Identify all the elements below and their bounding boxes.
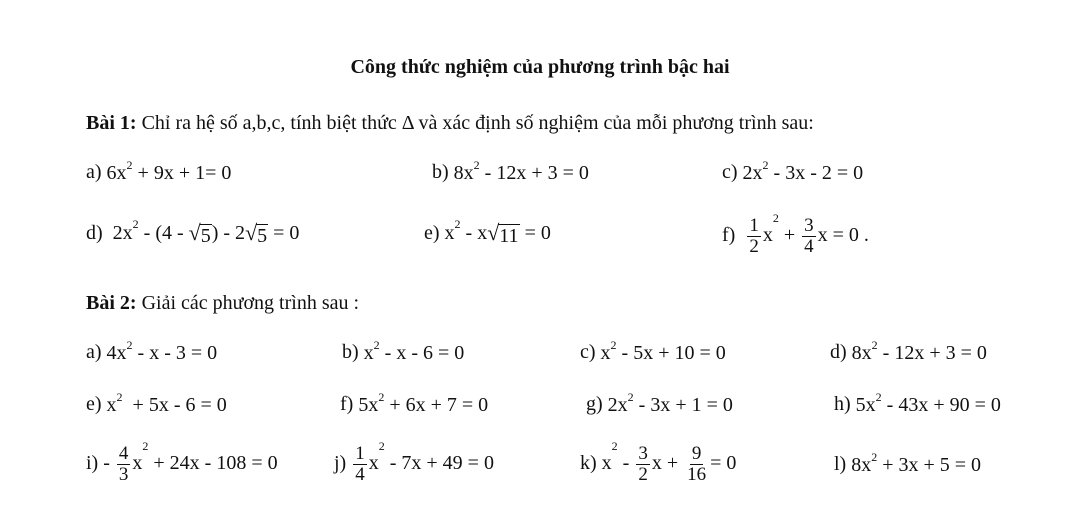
equation: $8x^2 - 12x + 3 = 0$ — [851, 338, 987, 365]
bai2-item-a: a) $4x^2 - x - 3 = 0$ — [86, 338, 218, 365]
equation: $8x^2 + 3x + 5 = 0$ — [851, 450, 982, 477]
bai1-label: Bài 1: — [86, 112, 137, 134]
bai2-item-h: h) $5x^2 - 43x + 90 = 0$ — [834, 390, 1001, 417]
bai2-item-d: d) $8x^2 - 12x + 3 = 0$ — [830, 338, 987, 365]
bai1-item-e: e) $x^2$ - x √ 11 = 0 — [424, 217, 551, 247]
equation: $2x^2 - 3x - 2 = 0$ — [742, 158, 864, 185]
bai1-heading — [86, 112, 814, 135]
equation: $5x^2 + 6x + 7 = 0$ — [358, 390, 489, 417]
bai2-heading — [86, 292, 359, 315]
bai2-label: Bài 2: — [86, 292, 137, 314]
equation: $2x^2 - 3x + 1 = 0$ — [607, 390, 733, 417]
bai2-item-l: l) $8x^2 + 3x + 5 = 0$ — [834, 450, 982, 477]
bai1-item-c: c) $2x^2 - 3x - 2 = 0$ — [722, 158, 864, 185]
bai1-item-b: b) $8x^2 - 12x + 3 = 0$ — [432, 158, 589, 185]
bai2-item-k: k) $x^2$ - $\frac{3}{2}$ x + $\frac{9}{16}$ = 0 — [580, 439, 737, 485]
bai1-item-d: d) $2x^2 - (4$ - √ 5 ) - 2 √ 5 = 0 — [86, 217, 300, 247]
bai2-item-i: i) - $\frac{4}{3}$ $x^2 + 24x - 108 = 0$ — [86, 439, 278, 485]
equation: $4x^2 - x - 3 = 0$ — [106, 338, 218, 365]
bai2-item-c: c) $x^2 - 5x + 10 = 0$ — [580, 338, 726, 365]
page-title: Công thức nghiệm của phương trình bậc hai — [350, 56, 730, 78]
bai2-item-j: j) $\frac{1}{4}$ $x^2 - 7x + 49 = 0$ — [334, 439, 494, 485]
equation: $\frac{1}{4}$ $x^2 - 7x + 49 = 0$ — [355, 439, 494, 485]
equation: $6x^2 + 9x + 1= 0$ — [106, 158, 232, 185]
equation: - $\frac{4}{3}$ $x^2 + 24x - 108 = 0$ — [103, 439, 278, 485]
equation: $x^2$ - $\frac{3}{2}$ x + $\frac{9}{16}$ = 0 — [601, 439, 737, 485]
bai2-text: Giải các phương trình sau : — [141, 292, 360, 314]
bai1-item-a: a) $6x^2 + 9x + 1= 0$ — [86, 158, 232, 185]
equation: $\frac{1}{2}$ $x^2$ + $\frac{3}{4}$ x = 0 . — [749, 211, 869, 257]
bai2-item-f: f) $5x^2 + 6x + 7 = 0$ — [340, 390, 489, 417]
equation: $x^2 - 5x + 10 = 0$ — [600, 338, 726, 365]
equation: $x^2$ - x √ 11 = 0 — [444, 217, 551, 247]
bai1-text: Chỉ ra hệ số a,b,c, tính biệt thức Δ và xác định số nghiệm của mỗi phương trình sau: — [141, 112, 814, 134]
equation: $8x^2 - 12x + 3 = 0$ — [453, 158, 589, 185]
equation: $x^2 + 5x - 6 = 0$ — [106, 390, 227, 417]
equation: $x^2 - x - 6 = 0$ — [363, 338, 465, 365]
bai2-item-b: b) $x^2 - x - 6 = 0$ — [342, 338, 465, 365]
equation: $5x^2 - 43x + 90 = 0$ — [855, 390, 1001, 417]
bai2-item-g: g) $2x^2 - 3x + 1 = 0$ — [586, 390, 733, 417]
bai2-item-e: e) $x^2 + 5x - 6 = 0$ — [86, 390, 227, 417]
equation: $2x^2 - (4$ - √ 5 ) - 2 √ 5 = 0 — [107, 217, 300, 247]
bai1-item-f: f) $\frac{1}{2}$ $x^2$ + $\frac{3}{4}$ x = 0 . — [722, 211, 869, 257]
